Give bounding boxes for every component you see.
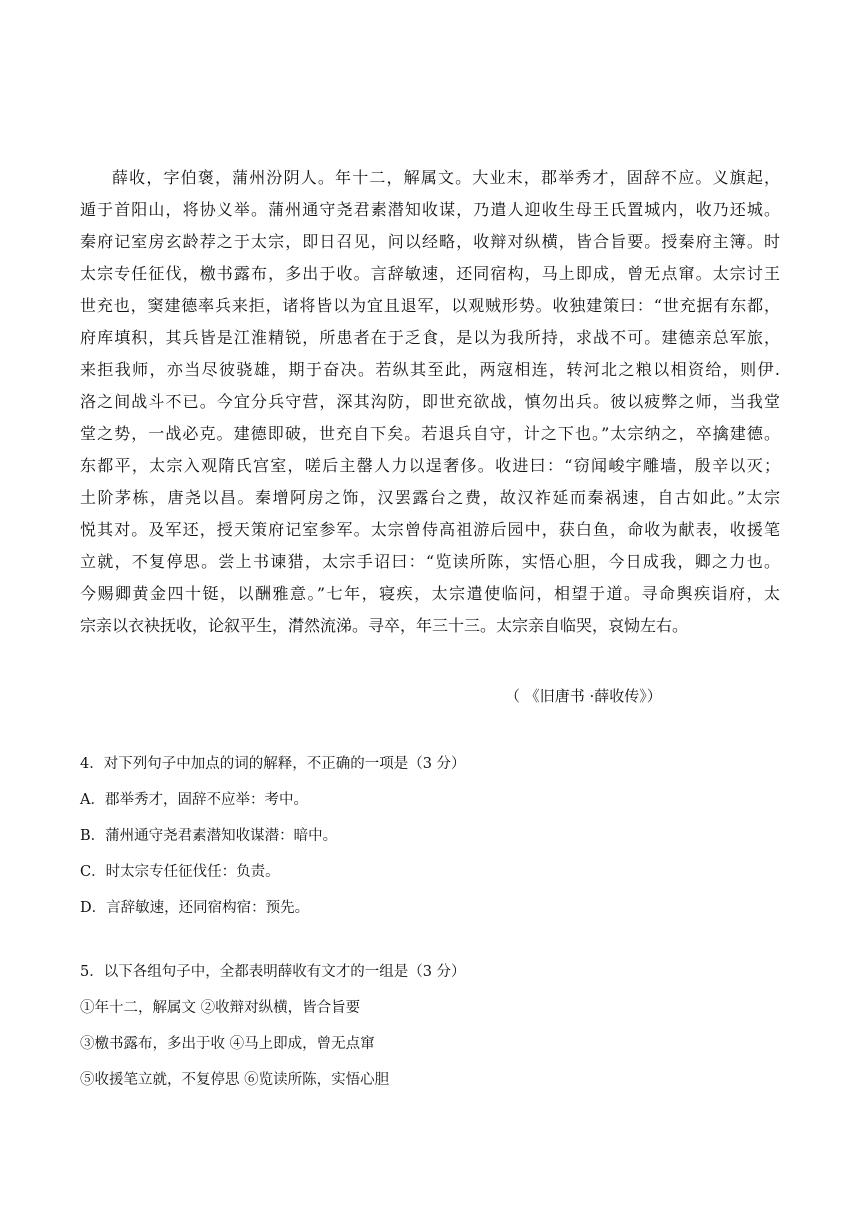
option-text: A．郡举秀才，固辞不应举：考中。: [80, 792, 308, 808]
item-text: ①年十二，解属文 ②收辩对纵横，皆合旨要: [80, 1000, 361, 1016]
question-5-stem-text: 5．以下各组句子中，全都表明薛收有文才的一组是（3 分）: [80, 964, 466, 980]
question-4-stem: [80, 752, 780, 776]
option-text: D．言辞敏速，还同宿构宿：预先。: [80, 900, 310, 916]
question-4-option-b: [80, 824, 780, 848]
passage-line: 遁于首阳山，将协义举。蒲州通守尧君素潜知收谋，乃遣人迎收生母王氏置城内，收乃还城。: [80, 200, 780, 219]
question-4-option-d: [80, 896, 780, 920]
passage-line: 土阶茅栋，唐尧以昌。秦增阿房之饰，汉罢露台之费，故汉祚延而秦祸速，自古如此。”太宗: [80, 488, 780, 507]
passage-line: 世充也，窦建德率兵来拒，诸将皆以为宜且退军，以观贼形势。收独建策曰：“世充据有东都，: [80, 296, 780, 315]
passage-line: 府库填积，其兵皆是江淮精锐，所患者在于乏食，是以为我所持，求战不可。建德亲总军旅，: [80, 328, 780, 347]
passage-line: 立就，不复停思。尝上书谏猎，太宗手诏曰：“览读所陈，实悟心胆，今日成我，卿之力也。: [80, 552, 780, 571]
passage-line: 太宗专任征伐，檄书露布，多出于收。言辞敏速，还同宿构，马上即成，曾无点窜。太宗讨王: [80, 264, 780, 283]
question-5-items-row: [80, 996, 780, 1020]
passage-line: 宗亲以衣袂抚收，论叙平生，潸然流涕。寻卒，年三十三。太宗亲自临哭，哀恸左右。: [80, 616, 689, 635]
passage-line: 来拒我师，亦当尽彼骁雄，期于奋决。若纵其至此，两寇相连，转河北之粮以相资给，则伊.: [80, 360, 780, 379]
option-text: B．蒲州通守尧君素潜知收谋潜：暗中。: [80, 828, 338, 844]
classical-passage: [80, 162, 780, 642]
item-text: ⑤收援笔立就，不复停思 ⑥览读所陈，实悟心胆: [80, 1072, 390, 1088]
passage-line: 悦其对。及军还，授天策府记室参军。太宗曾侍高祖游后园中，获白鱼，命收为献表，收援笔: [80, 520, 780, 539]
question-4-stem-text: 4．对下列句子中加点的词的解释，不正确的一项是（3 分）: [80, 756, 466, 772]
passage-line: 秦府记室房玄龄荐之于太宗，即日召见，问以经略，收辩对纵横，皆合旨要。授秦府主簿。时: [80, 232, 780, 251]
question-4-option-c: [80, 860, 780, 884]
passage-line: 堂之势，一战必克。建德即破，世充自下矣。若退兵自守，计之下也。”太宗纳之，卒擒建德。: [80, 424, 780, 443]
option-text: C．时太宗专任征伐任：负责。: [80, 864, 280, 880]
passage-line: 东都平，太宗入观隋氏宫室，嗟后主罄人力以逞奢侈。收进曰：“窃闻峻宇雕墙，殷辛以灭；: [80, 456, 780, 475]
passage-source: （ 《旧唐书 ·薛收传》）: [505, 687, 662, 705]
passage-line: 今赐卿黄金四十铤，以酬雅意。”七年，寝疾，太宗遣使临问，相望于道。寻命舆疾诣府，太: [80, 584, 780, 603]
passage-line: 薛收，字伯褒，蒲州汾阴人。年十二，解属文。大业末，郡举秀才，固辞不应。义旗起，: [112, 168, 780, 187]
question-5-items-row: [80, 1032, 780, 1056]
question-5-items-row: [80, 1068, 780, 1092]
passage-line: 洛之间战斗不已。今宜分兵守营，深其沟防，即世充欲战，慎勿出兵。彼以疲弊之师，当我堂: [80, 392, 780, 411]
question-4-option-a: [80, 788, 780, 812]
question-5-stem: [80, 960, 780, 984]
item-text: ③檄书露布，多出于收 ④马上即成，曾无点窜: [80, 1036, 375, 1052]
